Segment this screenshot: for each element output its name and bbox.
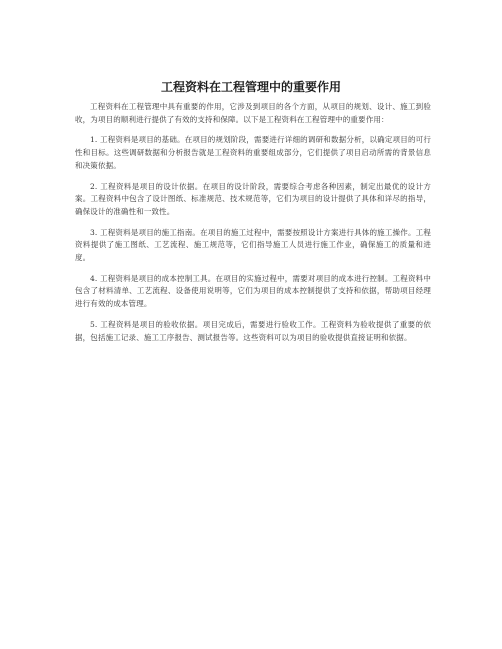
paragraph-3: 3. 工程资料是项目的施工指南。在项目的施工过程中，需要按照设计方案进行具体的施工操作。工程资料提供了施工图纸、工艺流程、施工规范等，它们指导施工人员进行施工作业，确保施工的质量和进度。 xyxy=(75,227,431,263)
paragraph-4: 4. 工程资料是项目的成本控制工具。在项目的实施过程中，需要对项目的成本进行控制。工程资料中包含了材料清单、工艺流程、设备使用说明等，它们为项目的成本控制提供了支持和依据，帮助项目经理进行有效的成本管理。 xyxy=(75,273,431,309)
intro-paragraph: 工程资料在工程管理中具有重要的作用，它涉及到项目的各个方面，从项目的规划、设计、施工到验收，为项目的顺利进行提供了有效的支持和保障。以下是工程资料在工程管理中的重要作用： xyxy=(75,102,431,124)
paragraph-2: 2. 工程资料是项目的设计依据。在项目的设计阶段，需要综合考虑各种因素，制定出最优的设计方案。工程资料中包含了设计图纸、标准规范、技术规范等，它们为项目的设计提供了具体和详尽的指导，确保设计的准确性和一致性。 xyxy=(75,181,431,216)
document-title: 工程资料在工程管理中的重要作用 xyxy=(160,80,341,94)
document-body xyxy=(75,101,431,352)
paragraph-1: 1. 工程资料是项目的基础。在项目的规划阶段，需要进行详细的调研和数据分析，以确定项目的可行性和目标。这些调研数据和分析报告就是工程资料的重要组成部分，它们提供了项目启动所需的背景信息和决策依据。 xyxy=(75,135,431,170)
paragraph-5: 5. 工程资料是项目的验收依据。项目完成后，需要进行验收工作。工程资料为验收提供了重要的依据，包括施工记录、施工工序报告、测试报告等。这些资料可以为项目的验收提供直接证明和依据。 xyxy=(75,319,431,342)
